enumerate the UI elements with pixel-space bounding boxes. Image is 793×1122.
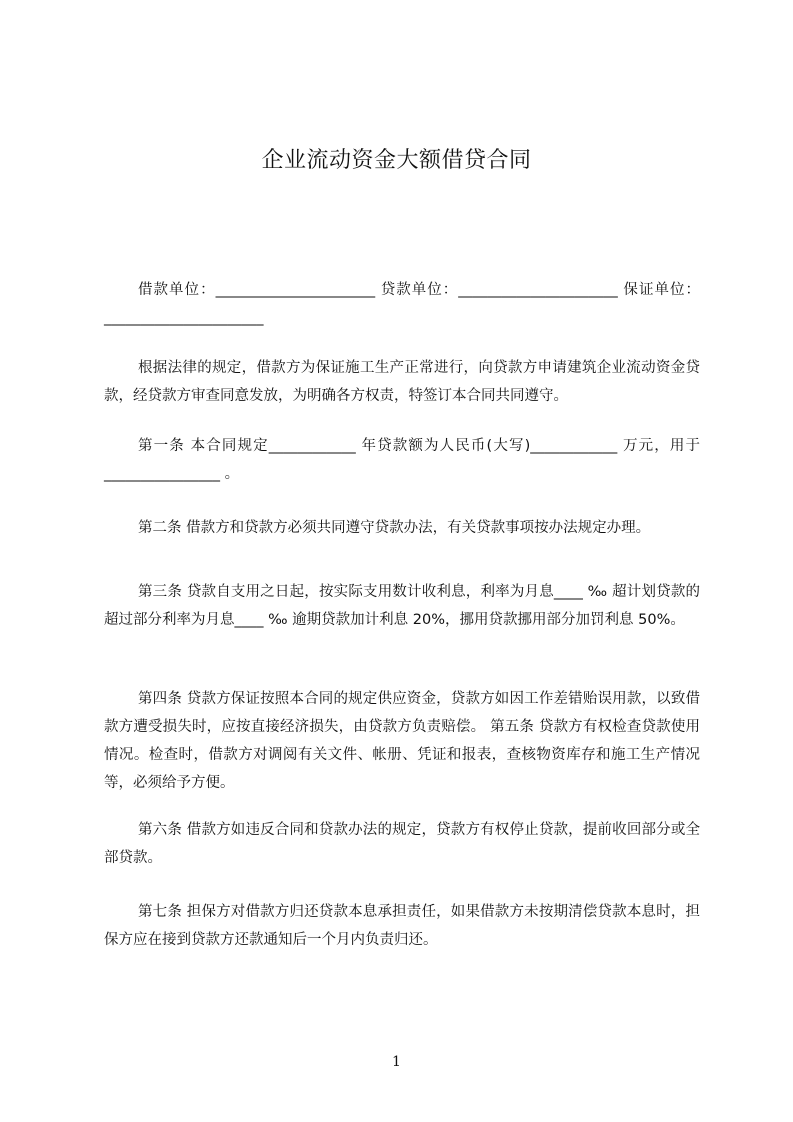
preamble-paragraph: 根据法律的规定，借款方为保证施工生产正常进行，向贷款方申请建筑企业流动资金贷款，经贷款方审查同意发放，为明确各方权责，特签订本合同共同遵守。	[104, 360, 700, 404]
parties-paragraph: 借款单位：______________________ 贷款单位：______________________ 保证单位：______________________	[104, 282, 700, 326]
article-4-5-paragraph: 第四条 贷款方保证按照本合同的规定供应资金，贷款方如因工作差错贻误用款，以致借款方遭受损失时，应按直接经济损失，由贷款方负责赔偿。 第五条 贷款方有权检查贷款使用情况。检查时，借款方对调阅有关文件、帐册、凭证和报表，查核物资库存和施工生产情况等，必须给予方便。	[104, 691, 700, 791]
article-2-paragraph: 第二条 借款方和贷款方必须共同遵守贷款办法，有关贷款事项按办法规定办理。	[138, 520, 651, 536]
article-6-paragraph: 第六条 借款方如违反合同和贷款办法的规定，贷款方有权停止贷款，提前收回部分或全部贷款。	[104, 822, 700, 866]
document-title: 企业流动资金大额借贷合同	[261, 148, 532, 173]
article-3-paragraph: 第三条 贷款自支用之日起，按实际支用数计收利息，利率为月息____ ‰ 超计划贷款的超过部分利率为月息____ ‰ 逾期贷款加计利息 20%，挪用贷款挪用部分加罚利息 50%。	[104, 584, 700, 628]
article-1-paragraph: 第一条 本合同规定____________ 年贷款额为人民币(大写)____________ 万元，用于________________ 。	[104, 438, 700, 482]
page-number: 1	[392, 1054, 401, 1070]
article-7-paragraph: 第七条 担保方对借款方归还贷款本息承担责任，如果借款方未按期清偿贷款本息时，担保方应在接到贷款方还款通知后一个月内负责归还。	[104, 904, 700, 948]
